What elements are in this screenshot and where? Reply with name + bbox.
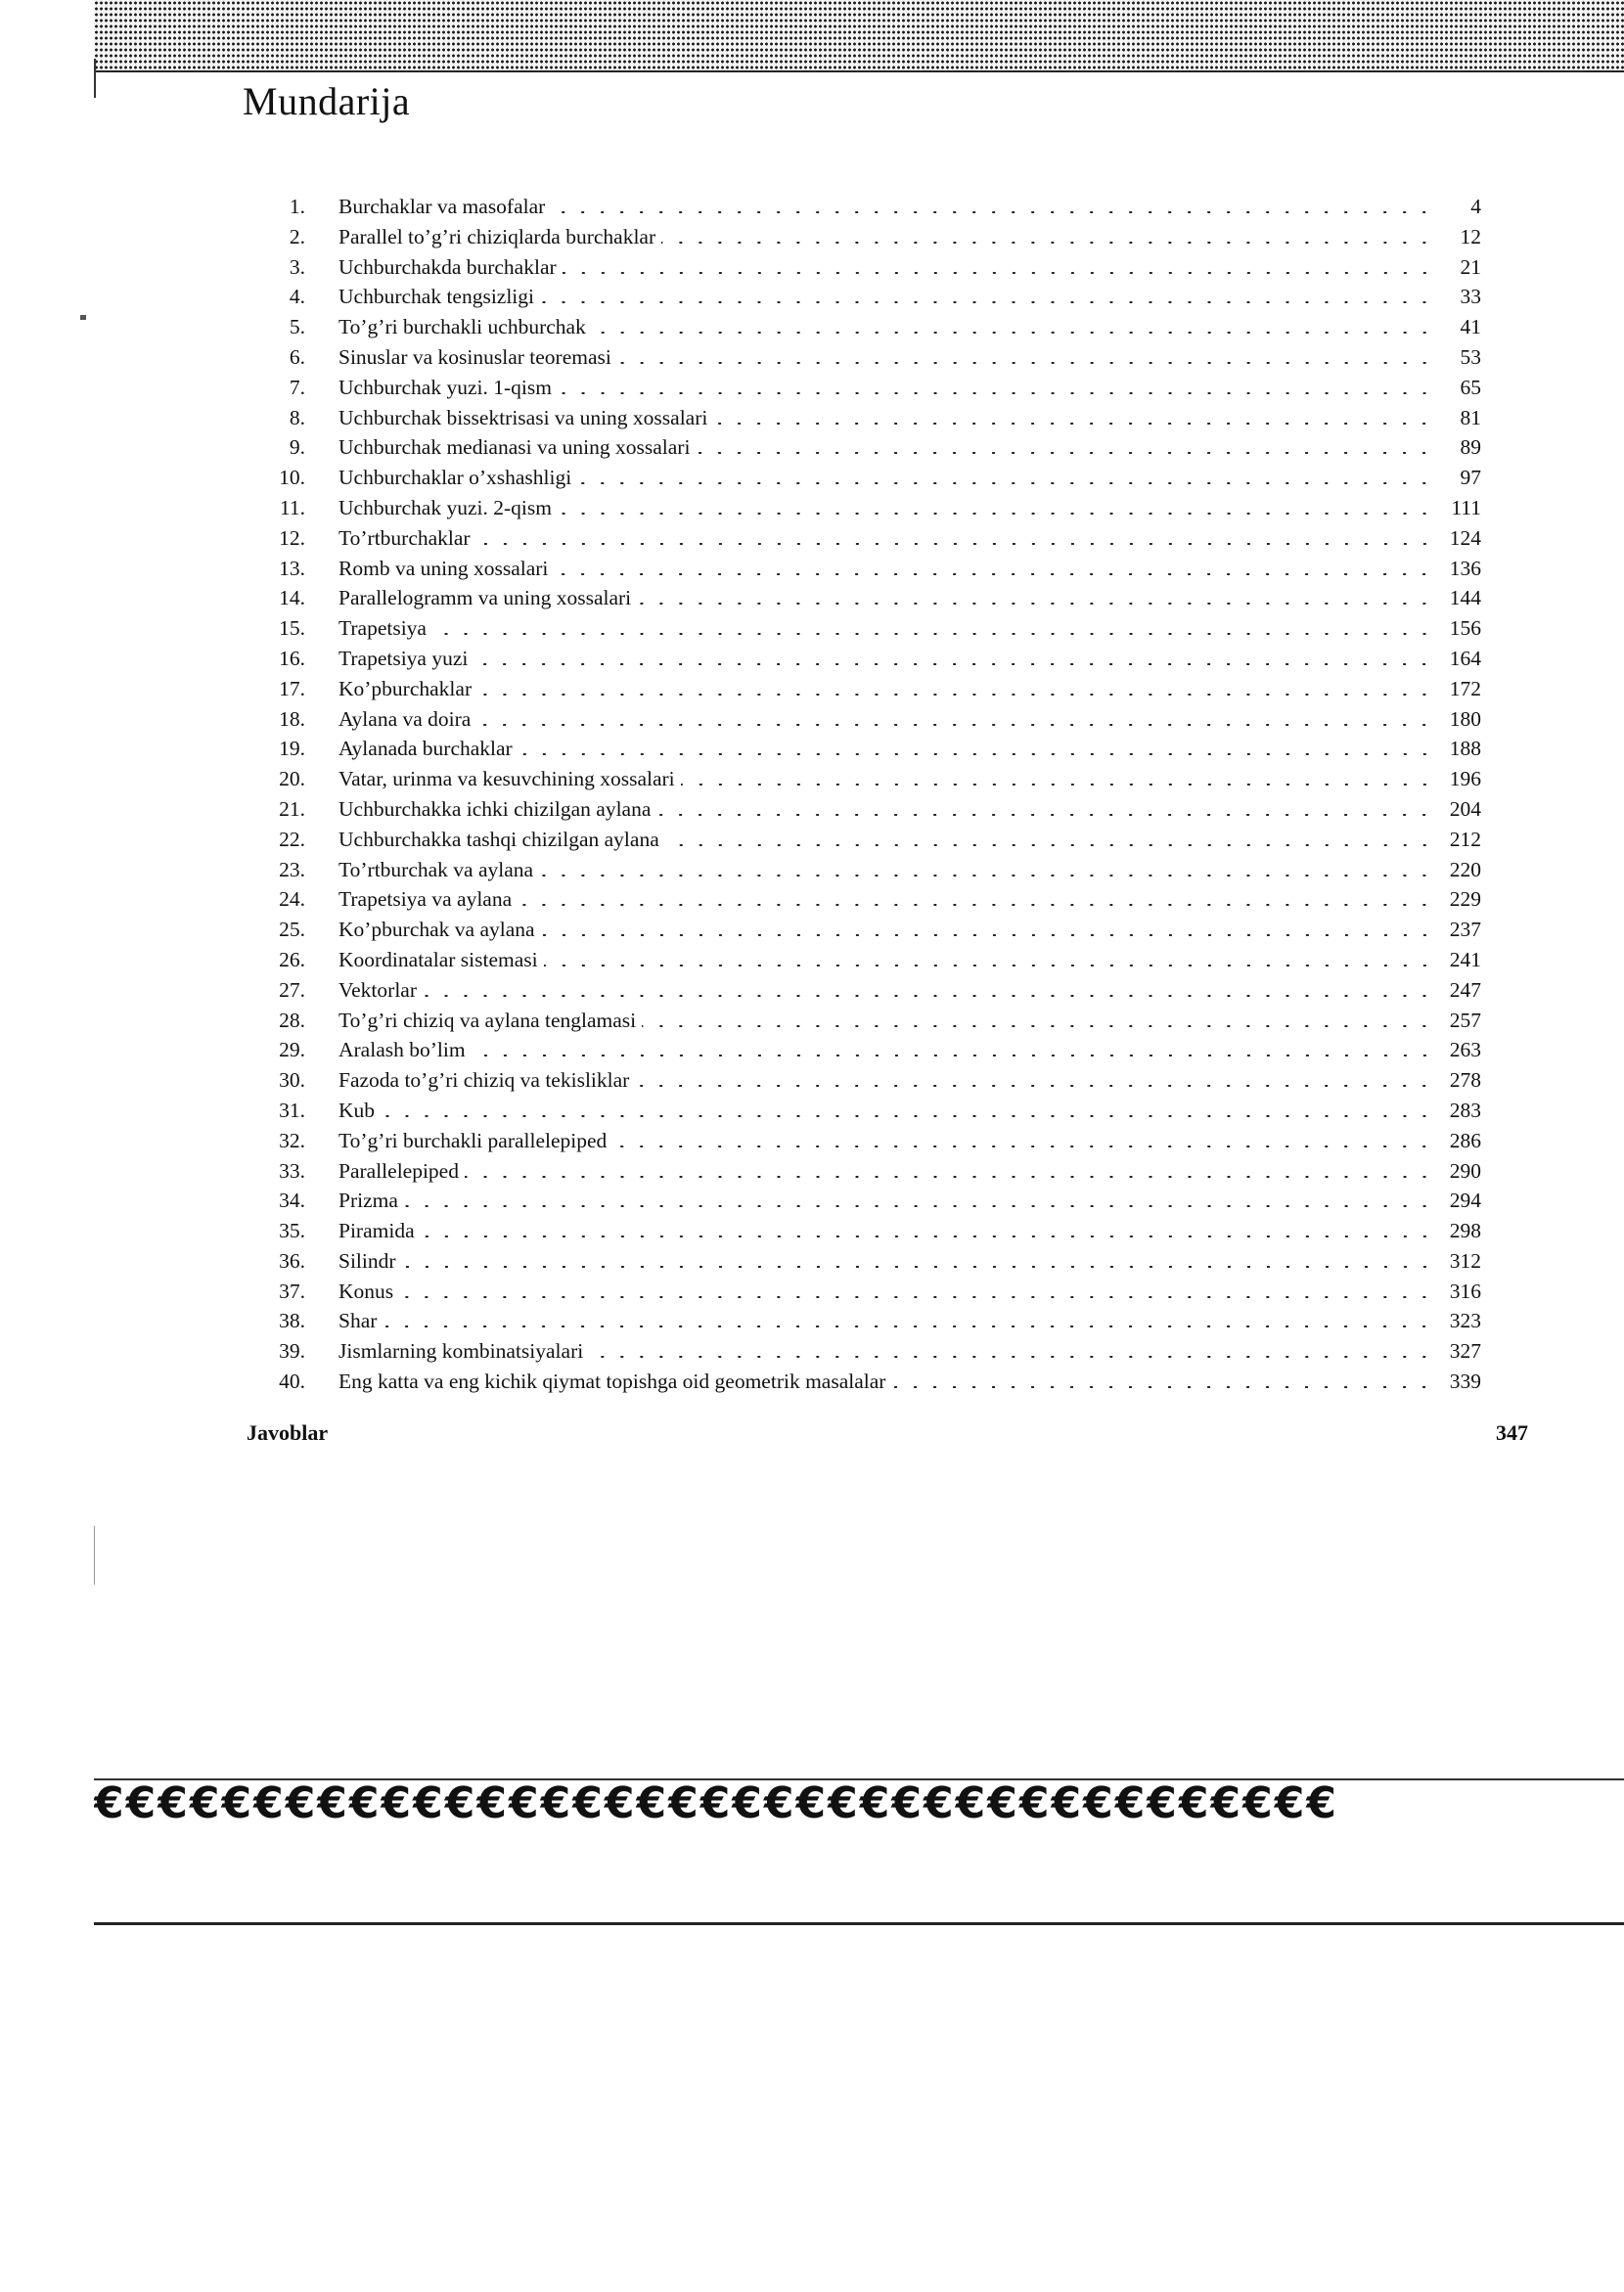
toc-entry-page: 172 bbox=[1449, 676, 1481, 700]
answers-label: Javoblar bbox=[247, 1420, 329, 1445]
toc-entry-page: 53 bbox=[1460, 344, 1481, 369]
bottom-rule bbox=[94, 1922, 1624, 1925]
toc-dot-leader bbox=[544, 965, 1434, 966]
toc-entry-title: Shar bbox=[338, 1309, 378, 1333]
toc-dot-leader bbox=[713, 423, 1434, 425]
toc-entry-title: Piramida bbox=[338, 1219, 415, 1243]
toc-entry-number: 15. bbox=[279, 616, 305, 641]
toc-dot-leader bbox=[635, 1085, 1434, 1087]
toc-entry-20[interactable] bbox=[0, 764, 1624, 794]
toc-entry-title: Fazoda to’g’ri chiziq va tekisliklar bbox=[338, 1068, 630, 1093]
toc-entry-35[interactable] bbox=[0, 1216, 1624, 1246]
toc-entry-page: 241 bbox=[1449, 947, 1481, 971]
toc-entry-page: 156 bbox=[1449, 616, 1481, 641]
toc-entry-title: Uchburchak yuzi. 1-qism bbox=[338, 375, 552, 399]
toc-dot-leader bbox=[465, 1176, 1434, 1178]
toc-entry-24[interactable] bbox=[0, 884, 1624, 915]
toc-dot-leader bbox=[665, 844, 1434, 846]
toc-entry-40[interactable] bbox=[0, 1367, 1624, 1397]
toc-dot-leader bbox=[656, 814, 1434, 816]
toc-entry-19[interactable] bbox=[0, 734, 1624, 764]
toc-entry-17[interactable] bbox=[0, 674, 1624, 704]
toc-entry-number: 8. bbox=[289, 405, 305, 429]
toc-dot-leader bbox=[421, 1236, 1434, 1237]
toc-dot-leader bbox=[554, 573, 1434, 575]
toc-entry-page: 312 bbox=[1449, 1248, 1481, 1273]
toc-dot-leader bbox=[518, 904, 1434, 906]
toc-entry-title: To’rtburchaklar bbox=[338, 525, 471, 550]
toc-entry-page: 188 bbox=[1449, 737, 1481, 761]
toc-entry-number: 14. bbox=[279, 586, 305, 610]
toc-entry-34[interactable] bbox=[0, 1186, 1624, 1216]
toc-entry-29[interactable] bbox=[0, 1035, 1624, 1065]
toc-entry-title: Uchburchakka ichki chizilgan aylana bbox=[338, 796, 652, 821]
toc-entry-page: 41 bbox=[1460, 315, 1481, 339]
toc-entry-page: 81 bbox=[1460, 405, 1481, 429]
toc-entry-27[interactable] bbox=[0, 975, 1624, 1006]
header-halftone-band bbox=[94, 0, 1624, 72]
toc-entry-38[interactable] bbox=[0, 1306, 1624, 1336]
toc-entry-page: 144 bbox=[1449, 586, 1481, 610]
toc-entry-page: 290 bbox=[1449, 1158, 1481, 1183]
toc-entry-37[interactable] bbox=[0, 1277, 1624, 1307]
toc-entry-number: 34. bbox=[279, 1189, 305, 1213]
toc-entry-8[interactable] bbox=[0, 403, 1624, 433]
toc-entry-number: 1. bbox=[289, 195, 305, 218]
toc-dot-leader bbox=[891, 1386, 1434, 1388]
toc-entry-number: 36. bbox=[279, 1248, 305, 1273]
toc-entry-22[interactable] bbox=[0, 825, 1624, 855]
toc-dot-leader bbox=[551, 211, 1434, 213]
toc-entry-title: Parallelogramm va uning xossalari bbox=[338, 586, 632, 610]
toc-entry-title: Sinuslar va kosinuslar teoremasi bbox=[338, 344, 611, 369]
toc-entry-number: 31. bbox=[279, 1098, 305, 1122]
toc-entry-number: 33. bbox=[279, 1158, 305, 1183]
toc-entry-title: Jismlarning kombinatsiyalari bbox=[338, 1339, 584, 1364]
toc-entry-title: Ko’pburchaklar bbox=[338, 676, 473, 700]
toc-entry-number: 18. bbox=[279, 706, 305, 731]
toc-entry-page: 196 bbox=[1449, 767, 1481, 791]
toc-entry-12[interactable] bbox=[0, 523, 1624, 554]
toc-entry-title: To’rtburchak va aylana bbox=[338, 857, 534, 881]
toc-entry-page: 237 bbox=[1449, 918, 1481, 942]
toc-entry-page: 316 bbox=[1449, 1279, 1481, 1303]
toc-dot-leader bbox=[474, 663, 1434, 665]
toc-entry-title: Parallel to’g’ri chiziqlarda burchaklar bbox=[338, 224, 656, 248]
toc-entry-page: 12 bbox=[1460, 224, 1481, 248]
toc-entry-number: 32. bbox=[279, 1128, 305, 1152]
toc-entry-title: Burchaklar va masofalar bbox=[338, 195, 546, 218]
toc-dot-leader bbox=[476, 543, 1434, 545]
toc-dot-leader bbox=[563, 272, 1434, 274]
toc-entry-page: 257 bbox=[1449, 1008, 1481, 1032]
toc-entry-title: Prizma bbox=[338, 1189, 398, 1213]
toc-entry-13[interactable] bbox=[0, 554, 1624, 584]
toc-dot-leader bbox=[612, 1146, 1434, 1147]
toc-entry-39[interactable] bbox=[0, 1336, 1624, 1367]
toc-entry-number: 5. bbox=[289, 315, 305, 339]
toc-dot-leader bbox=[383, 1326, 1434, 1327]
toc-entry-number: 11. bbox=[279, 495, 305, 519]
toc-entry-title: Aylana va doira bbox=[338, 706, 472, 731]
toc-dot-leader bbox=[558, 392, 1434, 394]
toc-entry-page: 286 bbox=[1449, 1128, 1481, 1152]
toc-entry-number: 30. bbox=[279, 1068, 305, 1093]
table-of-contents bbox=[0, 192, 1624, 1397]
toc-dot-leader bbox=[432, 633, 1434, 635]
toc-dot-leader bbox=[637, 603, 1434, 605]
toc-entry-7[interactable] bbox=[0, 373, 1624, 403]
toc-dot-leader bbox=[402, 1266, 1434, 1268]
toc-entry-number: 38. bbox=[279, 1309, 305, 1333]
toc-entry-number: 24. bbox=[279, 887, 305, 912]
toc-entry-number: 40. bbox=[279, 1370, 305, 1394]
toc-dot-leader bbox=[681, 784, 1434, 786]
toc-entry-number: 9. bbox=[289, 435, 305, 460]
toc-entry-33[interactable] bbox=[0, 1156, 1624, 1187]
toc-entry-10[interactable] bbox=[0, 463, 1624, 493]
toc-entry-26[interactable] bbox=[0, 945, 1624, 975]
toc-entry-page: 111 bbox=[1451, 495, 1481, 519]
toc-dot-leader bbox=[558, 513, 1434, 515]
toc-entry-title: Silindr bbox=[338, 1248, 396, 1273]
toc-entry-9[interactable] bbox=[0, 432, 1624, 463]
toc-entry-page: 298 bbox=[1449, 1219, 1481, 1243]
toc-entry-28[interactable] bbox=[0, 1006, 1624, 1036]
toc-entry-title: Uchburchakka tashqi chizilgan aylana bbox=[338, 827, 659, 851]
toc-entry-title: Uchburchak medianasi va uning xossalari bbox=[338, 435, 691, 460]
toc-dot-leader bbox=[540, 301, 1434, 303]
toc-dot-leader bbox=[476, 724, 1434, 726]
toc-entry-number: 23. bbox=[279, 857, 305, 881]
toc-entry-page: 164 bbox=[1449, 646, 1481, 670]
toc-entry-title: Eng katta va eng kichik qiymat topishga oid geometrik masalalar bbox=[338, 1370, 886, 1394]
toc-entry-page: 229 bbox=[1449, 887, 1481, 912]
toc-entry-number: 10. bbox=[279, 466, 305, 490]
toc-entry-18[interactable] bbox=[0, 704, 1624, 735]
toc-entry-3[interactable] bbox=[0, 252, 1624, 283]
toc-dot-leader bbox=[423, 995, 1434, 997]
toc-entry-title: Uchburchak tengsizligi bbox=[338, 285, 535, 309]
toc-dot-leader bbox=[539, 875, 1434, 876]
toc-entry-number: 22. bbox=[279, 827, 305, 851]
toc-entry-title: To’g’ri burchakli uchburchak bbox=[338, 315, 586, 339]
toc-dot-leader bbox=[661, 242, 1434, 244]
toc-entry-page: 204 bbox=[1449, 796, 1481, 821]
toc-dot-leader bbox=[381, 1115, 1434, 1117]
toc-entry-page: 136 bbox=[1449, 556, 1481, 580]
toc-entry-number: 19. bbox=[279, 737, 305, 761]
toc-dot-leader bbox=[617, 362, 1434, 364]
toc-entry-11[interactable] bbox=[0, 493, 1624, 523]
toc-entry-page: 4 bbox=[1470, 195, 1481, 218]
toc-entry-title: Aralash bo’lim bbox=[338, 1038, 466, 1062]
toc-entry-number: 7. bbox=[289, 375, 305, 399]
toc-entry-title: Aylanada burchaklar bbox=[338, 737, 513, 761]
toc-entry-page: 327 bbox=[1449, 1339, 1481, 1364]
toc-entry-title: Konus bbox=[338, 1279, 394, 1303]
toc-entry-page: 33 bbox=[1460, 285, 1481, 309]
toc-entry-30[interactable] bbox=[0, 1065, 1624, 1096]
toc-entry-title: Uchburchak bissektrisasi va uning xossalari bbox=[338, 405, 708, 429]
page-title: Mundarija bbox=[243, 79, 411, 123]
toc-entry-number: 4. bbox=[289, 285, 305, 309]
toc-entry-title: Parallelepiped bbox=[338, 1158, 459, 1183]
toc-entry-number: 16. bbox=[279, 646, 305, 670]
toc-entry-page: 278 bbox=[1449, 1068, 1481, 1093]
toc-entry-6[interactable] bbox=[0, 342, 1624, 373]
toc-entry-page: 212 bbox=[1449, 827, 1481, 851]
toc-entry-number: 6. bbox=[289, 344, 305, 369]
toc-dot-leader bbox=[472, 1055, 1434, 1056]
decorative-ornament-strip: €€€€€€€€€€€€€€€€€€€€€€€€€€€€€€€€€€€€€€€ bbox=[94, 1778, 1624, 1827]
answers-page: 347 bbox=[1496, 1420, 1528, 1445]
toc-entry-page: 180 bbox=[1449, 706, 1481, 731]
toc-entry-5[interactable] bbox=[0, 312, 1624, 342]
toc-entry-number: 27. bbox=[279, 977, 305, 1002]
toc-entry-title: Vektorlar bbox=[338, 977, 417, 1002]
toc-dot-leader bbox=[519, 753, 1434, 755]
toc-entry-page: 339 bbox=[1449, 1370, 1481, 1394]
toc-entry-page: 89 bbox=[1460, 435, 1481, 460]
toc-entry-page: 323 bbox=[1449, 1309, 1481, 1333]
toc-dot-leader bbox=[477, 694, 1434, 696]
toc-entry-number: 13. bbox=[279, 556, 305, 580]
toc-dot-leader bbox=[589, 1356, 1434, 1358]
toc-entry-title: Trapetsiya va aylana bbox=[338, 887, 513, 912]
toc-entry-number: 17. bbox=[279, 676, 305, 700]
toc-entry-title: To’g’ri burchakli parallelepiped bbox=[338, 1128, 608, 1152]
toc-entry-page: 283 bbox=[1449, 1098, 1481, 1122]
toc-entry-36[interactable] bbox=[0, 1246, 1624, 1277]
toc-entry-title: To’g’ri chiziq va aylana tenglamasi bbox=[338, 1008, 637, 1032]
toc-entry-page: 124 bbox=[1449, 525, 1481, 550]
toc-entry-number: 12. bbox=[279, 525, 305, 550]
toc-entry-page: 263 bbox=[1449, 1038, 1481, 1062]
toc-entry-title: Uchburchakda burchaklar bbox=[338, 254, 557, 279]
header-edge-mark bbox=[94, 59, 96, 98]
toc-entry-title: Ko’pburchak va aylana bbox=[338, 918, 535, 942]
toc-entry-page: 294 bbox=[1449, 1189, 1481, 1213]
toc-entry-title: Trapetsiya yuzi bbox=[338, 646, 469, 670]
toc-entry-number: 2. bbox=[289, 224, 305, 248]
toc-entry-21[interactable] bbox=[0, 794, 1624, 825]
scan-speck bbox=[80, 315, 86, 320]
toc-entry-page: 21 bbox=[1460, 254, 1481, 279]
toc-entry-page: 97 bbox=[1460, 466, 1481, 490]
toc-dot-leader bbox=[404, 1205, 1434, 1207]
answers-entry[interactable] bbox=[247, 1420, 1528, 1446]
toc-entry-23[interactable] bbox=[0, 855, 1624, 885]
toc-entry-1[interactable] bbox=[0, 192, 1624, 222]
toc-entry-page: 247 bbox=[1449, 977, 1481, 1002]
toc-dot-leader bbox=[577, 482, 1434, 484]
toc-entry-number: 39. bbox=[279, 1339, 305, 1364]
toc-entry-16[interactable] bbox=[0, 644, 1624, 674]
toc-entry-number: 29. bbox=[279, 1038, 305, 1062]
toc-dot-leader bbox=[399, 1296, 1434, 1298]
toc-entry-title: Trapetsiya bbox=[338, 616, 427, 641]
toc-entry-title: Vatar, urinma va kesuvchining xossalari bbox=[338, 767, 675, 791]
toc-entry-number: 25. bbox=[279, 918, 305, 942]
toc-entry-title: Romb va uning xossalari bbox=[338, 556, 549, 580]
toc-dot-leader bbox=[642, 1025, 1434, 1027]
toc-entry-15[interactable] bbox=[0, 613, 1624, 644]
toc-dot-leader bbox=[696, 452, 1434, 454]
toc-entry-31[interactable] bbox=[0, 1096, 1624, 1126]
toc-entry-page: 220 bbox=[1449, 857, 1481, 881]
toc-entry-title: Koordinatalar sistemasi bbox=[338, 947, 538, 971]
toc-entry-number: 21. bbox=[279, 796, 305, 821]
toc-entry-32[interactable] bbox=[0, 1126, 1624, 1156]
toc-entry-title: Uchburchak yuzi. 2-qism bbox=[338, 495, 552, 519]
toc-entry-title: Kub bbox=[338, 1098, 376, 1122]
toc-entry-number: 20. bbox=[279, 767, 305, 791]
toc-dot-leader bbox=[592, 332, 1434, 334]
toc-entry-title: Uchburchaklar o’xshashligi bbox=[338, 466, 572, 490]
toc-entry-number: 26. bbox=[279, 947, 305, 971]
toc-entry-14[interactable] bbox=[0, 583, 1624, 613]
toc-entry-2[interactable] bbox=[0, 222, 1624, 252]
toc-entry-page: 65 bbox=[1460, 375, 1481, 399]
toc-entry-number: 37. bbox=[279, 1279, 305, 1303]
toc-dot-leader bbox=[541, 934, 1434, 936]
toc-entry-number: 35. bbox=[279, 1219, 305, 1243]
toc-entry-4[interactable] bbox=[0, 282, 1624, 312]
scan-speck bbox=[94, 1526, 95, 1585]
toc-entry-number: 3. bbox=[289, 254, 305, 279]
toc-entry-25[interactable] bbox=[0, 915, 1624, 945]
toc-entry-number: 28. bbox=[279, 1008, 305, 1032]
